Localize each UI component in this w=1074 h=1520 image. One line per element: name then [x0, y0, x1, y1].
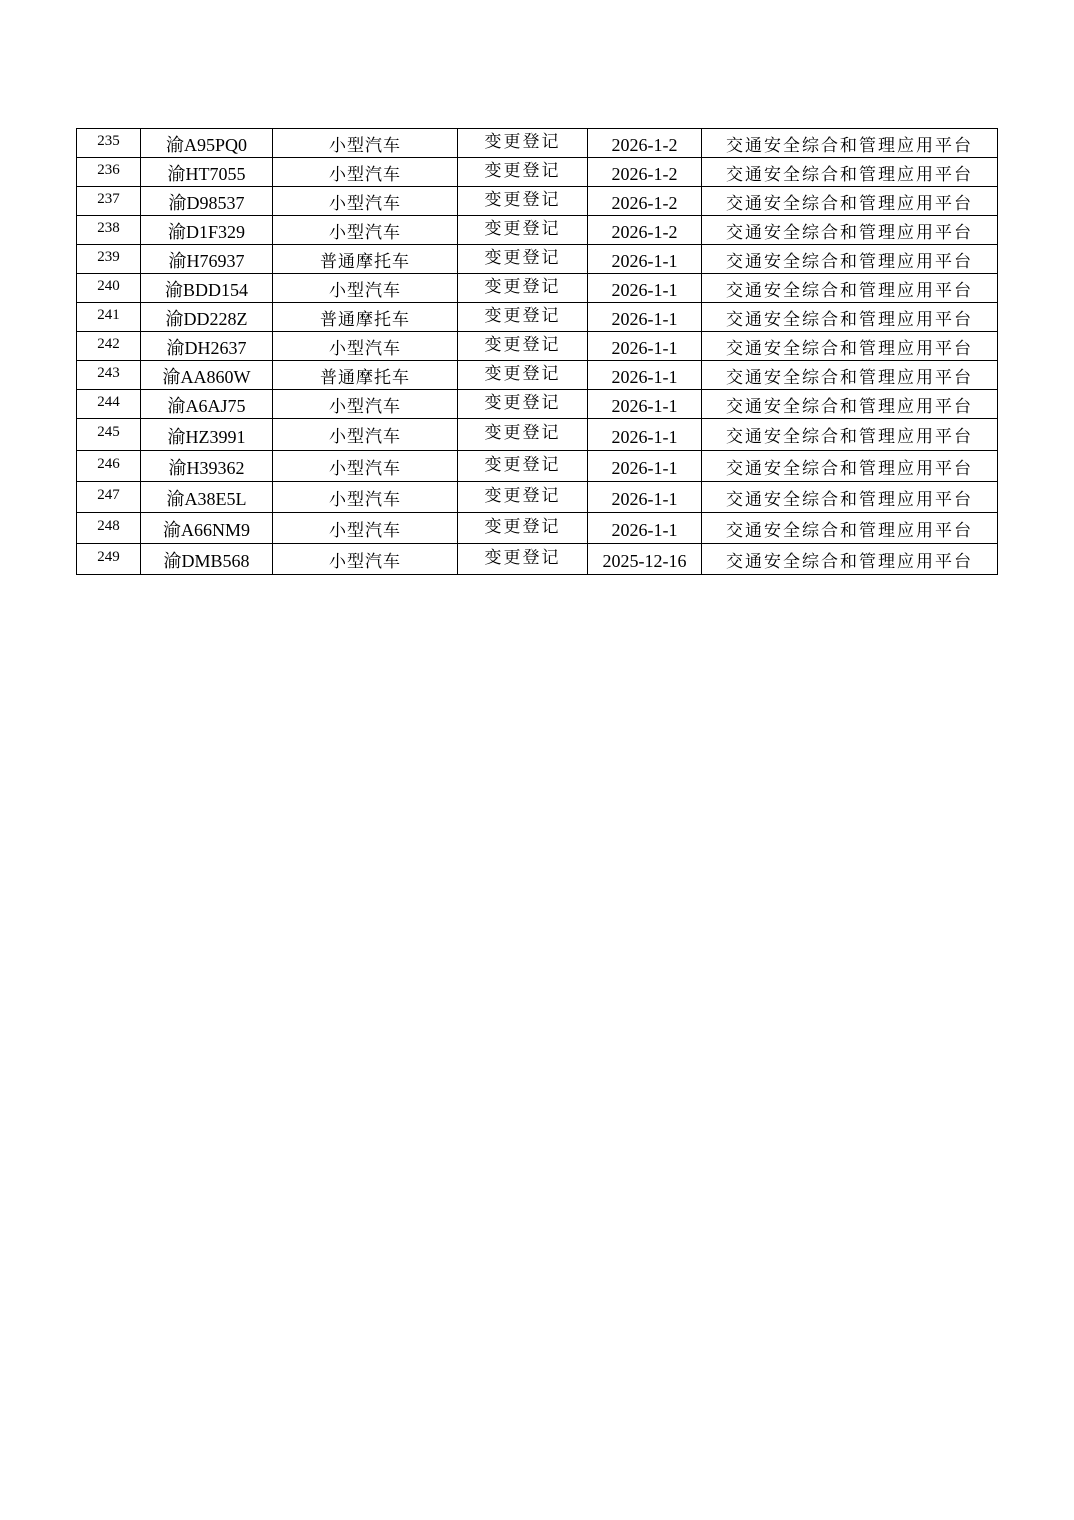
- vehicle-type: 小型汽车: [273, 187, 458, 216]
- business-type: 变更登记: [458, 361, 588, 390]
- date: 2026-1-1: [588, 419, 702, 451]
- date: 2026-1-2: [588, 187, 702, 216]
- table-row: [77, 332, 998, 361]
- date: 2026-1-1: [588, 303, 702, 332]
- table-row: [77, 303, 998, 332]
- table-row: [77, 274, 998, 303]
- plate-number: 渝A95PQ0: [141, 129, 273, 158]
- date: 2026-1-1: [588, 482, 702, 513]
- row-number: 249: [77, 544, 141, 575]
- vehicle-registration-table: [76, 128, 998, 575]
- vehicle-type: 小型汽车: [273, 332, 458, 361]
- row-number: 240: [77, 274, 141, 303]
- vehicle-type: 普通摩托车: [273, 361, 458, 390]
- row-number: 235: [77, 129, 141, 158]
- row-number: 238: [77, 216, 141, 245]
- business-type: 变更登记: [458, 187, 588, 216]
- date: 2026-1-1: [588, 451, 702, 482]
- platform: 交通安全综合和管理应用平台: [702, 482, 998, 513]
- plate-number: 渝DMB568: [141, 544, 273, 575]
- table-row: [77, 129, 998, 158]
- business-type: 变更登记: [458, 390, 588, 419]
- plate-number: 渝DH2637: [141, 332, 273, 361]
- plate-number: 渝AA860W: [141, 361, 273, 390]
- vehicle-type: 小型汽车: [273, 482, 458, 513]
- vehicle-type: 小型汽车: [273, 451, 458, 482]
- vehicle-type: 小型汽车: [273, 216, 458, 245]
- plate-number: 渝BDD154: [141, 274, 273, 303]
- row-number: 245: [77, 419, 141, 451]
- vehicle-type: 普通摩托车: [273, 303, 458, 332]
- business-type: 变更登记: [458, 451, 588, 482]
- row-number: 244: [77, 390, 141, 419]
- plate-number: 渝DD228Z: [141, 303, 273, 332]
- date: 2026-1-1: [588, 245, 702, 274]
- platform: 交通安全综合和管理应用平台: [702, 129, 998, 158]
- business-type: 变更登记: [458, 245, 588, 274]
- date: 2026-1-1: [588, 390, 702, 419]
- vehicle-type: 小型汽车: [273, 390, 458, 419]
- vehicle-type: 小型汽车: [273, 513, 458, 544]
- business-type: 变更登记: [458, 544, 588, 575]
- table-row: [77, 482, 998, 513]
- date: 2026-1-2: [588, 216, 702, 245]
- plate-number: 渝D1F329: [141, 216, 273, 245]
- plate-number: 渝HZ3991: [141, 419, 273, 451]
- plate-number: 渝D98537: [141, 187, 273, 216]
- platform: 交通安全综合和管理应用平台: [702, 303, 998, 332]
- business-type: 变更登记: [458, 274, 588, 303]
- table-row: [77, 158, 998, 187]
- row-number: 236: [77, 158, 141, 187]
- row-number: 237: [77, 187, 141, 216]
- business-type: 变更登记: [458, 129, 588, 158]
- vehicle-type: 小型汽车: [273, 274, 458, 303]
- table-row: [77, 245, 998, 274]
- plate-number: 渝H76937: [141, 245, 273, 274]
- business-type: 变更登记: [458, 303, 588, 332]
- business-type: 变更登记: [458, 158, 588, 187]
- vehicle-type: 普通摩托车: [273, 245, 458, 274]
- platform: 交通安全综合和管理应用平台: [702, 158, 998, 187]
- row-number: 243: [77, 361, 141, 390]
- plate-number: 渝A6AJ75: [141, 390, 273, 419]
- plate-number: 渝H39362: [141, 451, 273, 482]
- plate-number: 渝A66NM9: [141, 513, 273, 544]
- row-number: 241: [77, 303, 141, 332]
- row-number: 242: [77, 332, 141, 361]
- row-number: 246: [77, 451, 141, 482]
- row-number: 239: [77, 245, 141, 274]
- date: 2026-1-2: [588, 158, 702, 187]
- vehicle-type: 小型汽车: [273, 129, 458, 158]
- plate-number: 渝A38E5L: [141, 482, 273, 513]
- vehicle-type: 小型汽车: [273, 544, 458, 575]
- table-row: [77, 419, 998, 451]
- platform: 交通安全综合和管理应用平台: [702, 451, 998, 482]
- platform: 交通安全综合和管理应用平台: [702, 216, 998, 245]
- date: 2025-12-16: [588, 544, 702, 575]
- platform: 交通安全综合和管理应用平台: [702, 390, 998, 419]
- table-row: [77, 216, 998, 245]
- business-type: 变更登记: [458, 216, 588, 245]
- date: 2026-1-1: [588, 332, 702, 361]
- table-row: [77, 361, 998, 390]
- row-number: 248: [77, 513, 141, 544]
- vehicle-type: 小型汽车: [273, 158, 458, 187]
- date: 2026-1-2: [588, 129, 702, 158]
- vehicle-type: 小型汽车: [273, 419, 458, 451]
- business-type: 变更登记: [458, 482, 588, 513]
- platform: 交通安全综合和管理应用平台: [702, 544, 998, 575]
- platform: 交通安全综合和管理应用平台: [702, 361, 998, 390]
- business-type: 变更登记: [458, 332, 588, 361]
- platform: 交通安全综合和管理应用平台: [702, 513, 998, 544]
- platform: 交通安全综合和管理应用平台: [702, 332, 998, 361]
- business-type: 变更登记: [458, 513, 588, 544]
- table-row: [77, 513, 998, 544]
- table-row: [77, 390, 998, 419]
- platform: 交通安全综合和管理应用平台: [702, 274, 998, 303]
- date: 2026-1-1: [588, 274, 702, 303]
- table-row: [77, 187, 998, 216]
- business-type: 变更登记: [458, 419, 588, 451]
- date: 2026-1-1: [588, 361, 702, 390]
- row-number: 247: [77, 482, 141, 513]
- date: 2026-1-1: [588, 513, 702, 544]
- table-row: [77, 451, 998, 482]
- table-row: [77, 544, 998, 575]
- platform: 交通安全综合和管理应用平台: [702, 419, 998, 451]
- platform: 交通安全综合和管理应用平台: [702, 245, 998, 274]
- platform: 交通安全综合和管理应用平台: [702, 187, 998, 216]
- plate-number: 渝HT7055: [141, 158, 273, 187]
